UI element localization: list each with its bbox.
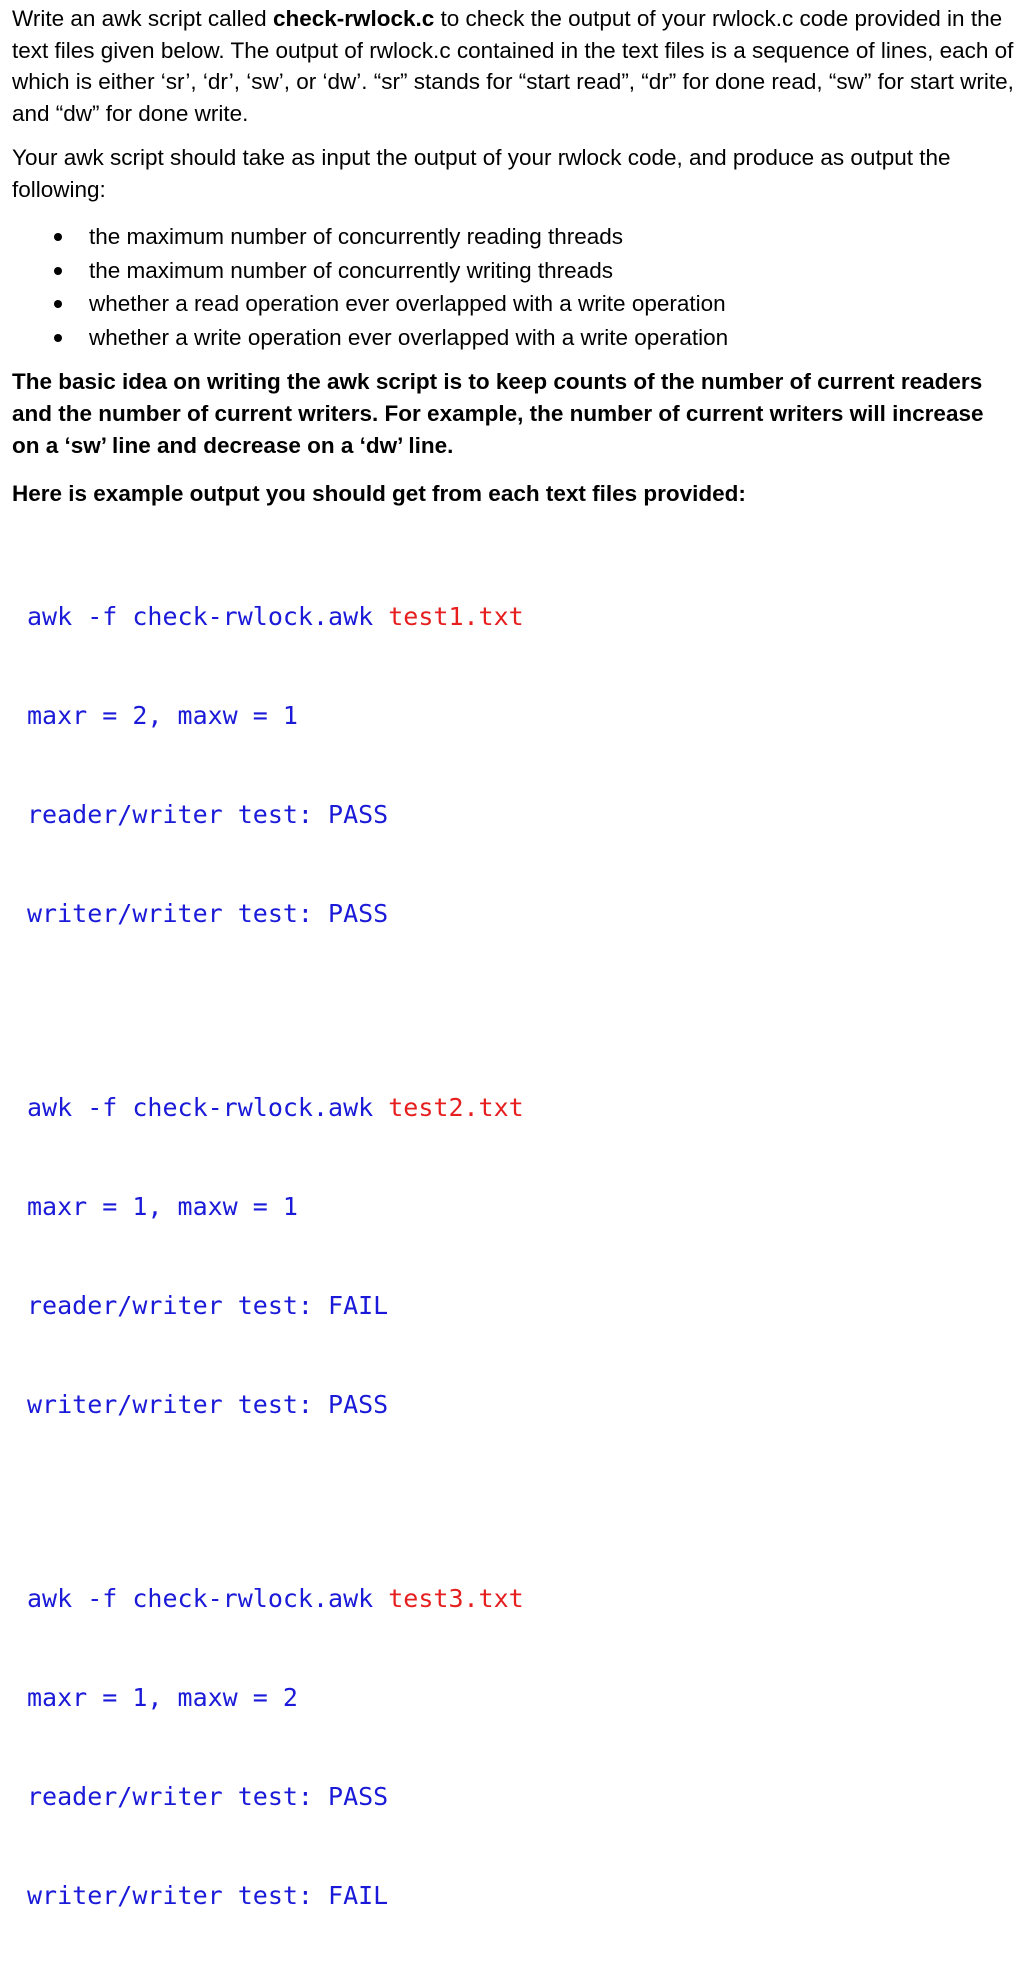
test-file-name: test1.txt <box>388 602 524 631</box>
list-item-text: the maximum number of concurrently writing threads <box>89 257 613 283</box>
example-heading: Here is example output you should get from each text files provided: <box>12 481 746 506</box>
writer-writer-result: writer/writer test: PASS <box>27 1390 389 1419</box>
example-output-block-3 <box>27 1516 1017 1978</box>
reader-writer-result: reader/writer test: FAIL <box>27 1291 389 1320</box>
bullet-icon <box>54 300 62 308</box>
bullet-icon <box>54 267 62 275</box>
example-output-block-1 <box>27 534 1017 996</box>
reader-writer-result: reader/writer test: PASS <box>27 1782 389 1811</box>
example-output-block-2 <box>27 1025 1017 1487</box>
command-line <box>27 1582 1017 1615</box>
max-counts-line: maxr = 1, maxw = 1 <box>27 1192 298 1221</box>
reader-writer-result: reader/writer test: PASS <box>27 800 389 829</box>
intro-script-name: check-rwlock.c <box>272 6 435 31</box>
list-item-text: whether a write operation ever overlapped with a write operation <box>89 324 729 350</box>
max-counts-line: maxr = 2, maxw = 1 <box>27 701 298 730</box>
list-item <box>12 287 1017 321</box>
list-item <box>12 321 1017 355</box>
intro-paragraph <box>12 3 1017 129</box>
list-item <box>12 254 1017 288</box>
writer-writer-result: writer/writer test: FAIL <box>27 1881 389 1910</box>
writer-writer-result: writer/writer test: PASS <box>27 899 389 928</box>
requirements-list <box>12 220 1017 354</box>
list-item-text: whether a read operation ever overlapped with a write operation <box>89 291 726 316</box>
command-text: awk -f check-rwlock.awk <box>27 602 389 631</box>
basic-idea-paragraph: The basic idea on writing the awk script is to keep counts of the number of current readers and the number of current writers. For example, the number of current writers will increase on a ‘sw’ line and decrease on a ‘dw’ line. <box>12 369 984 458</box>
bullet-icon <box>54 233 62 241</box>
intro-text-pre: Write an awk script called <box>12 6 273 31</box>
input-paragraph: Your awk script should take as input the output of your rwlock code, and produce as output the following: <box>12 145 951 202</box>
command-line <box>27 1091 1017 1124</box>
test-file-name: test3.txt <box>388 1584 524 1613</box>
command-line <box>27 600 1017 633</box>
list-item-text: the maximum number of concurrently reading threads <box>89 224 624 249</box>
list-item <box>12 220 1017 254</box>
max-counts-line: maxr = 1, maxw = 2 <box>27 1683 298 1712</box>
test-file-name: test2.txt <box>388 1093 524 1122</box>
intro-text-post: to check the output of your rwlock.c code provided in the text files given below. The output of rwlock.c contained in the text files is a sequence of lines, each of which is either ‘sr’, ‘dr’, ‘sw’, or ‘dw’. “sr” stands for “start read”, “dr” for done read, “sw” for start write, and “dw” for done write. <box>12 6 1014 126</box>
bullet-icon <box>54 334 62 342</box>
command-text: awk -f check-rwlock.awk <box>27 1584 389 1613</box>
document-page <box>12 3 1017 1978</box>
command-text: awk -f check-rwlock.awk <box>27 1093 389 1122</box>
